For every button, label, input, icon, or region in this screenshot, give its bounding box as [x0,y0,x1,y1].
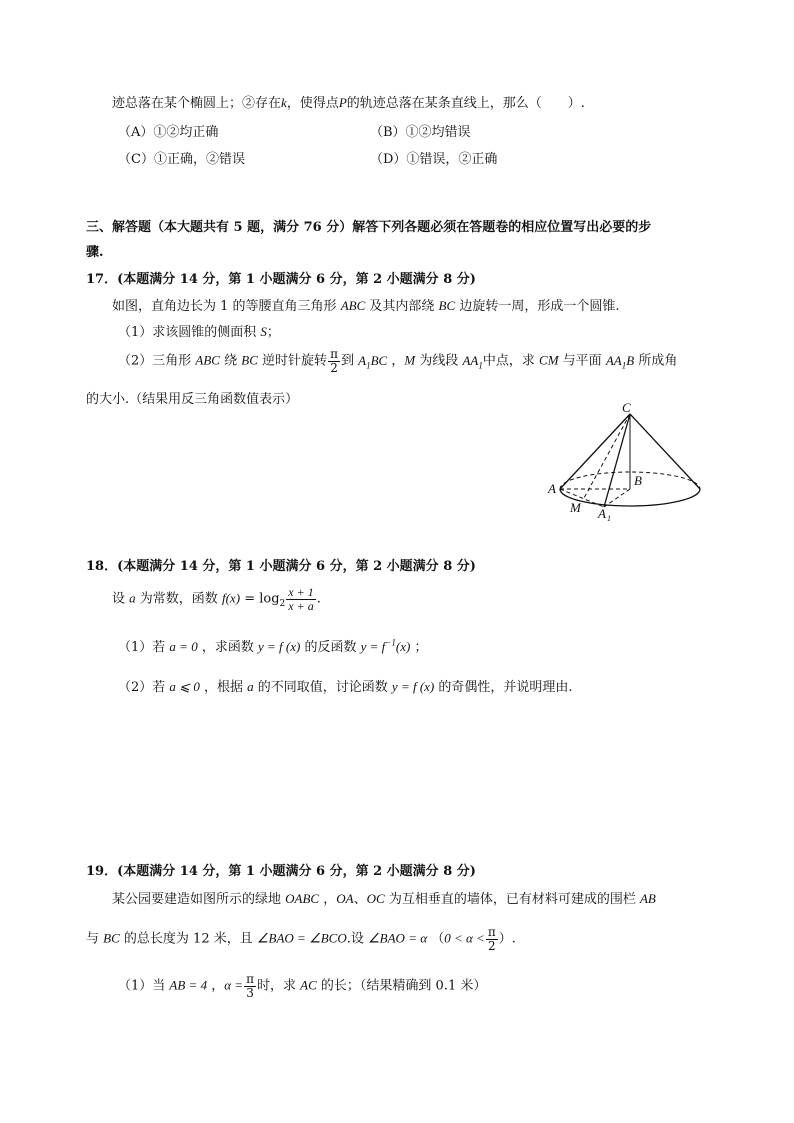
label-b: B [634,473,642,488]
q17-part2: （2）三角形 ABC 绕 BC 逆时针旋转 $\frac{\pi}{2}$ 到 $A_1BC$ ，M 为线段 $AA_1$中点，求 CM 与平面 $AA_1B$ 所成角 [118,347,678,375]
q16-stem-tail: 迹总落在某个椭圆上；②存在k，使得点P的轨迹总落在某条直线上，那么（ ）. [112,95,585,111]
q19-part1: （1）当 AB = 4 ，α = $\frac{\pi}{3}$ 时，求 AC 的长；（结果精确到 0.1 米） [118,972,487,1000]
pi-over-2-fraction: $\frac{\pi}{2}$ [330,347,338,375]
label-a1-sub: 1 [607,514,611,523]
pi-over-2-range-fraction: $\frac{\pi}{2}$ [487,925,496,953]
q19-header: 19．(本题满分 14 分，第 1 小题满分 6 分，第 2 小题满分 8 分) [86,864,476,879]
log-argument-fraction: $\frac{x + 1}{x + a}$ [288,585,314,613]
q18-part1: （1）若 a = 0 ，求函数 y = f (x) 的反函数 $y = f^{-1}(x)$ ； [118,637,428,655]
q17-intro: 如图，直角边长为 1 的等腰直角三角形 ABC 及其内部绕 BC 边旋转一周，形成一个圆锥. [112,298,620,314]
q19-line2: 与 BC 的总长度为 12 米，且 ∠BAO = ∠BCO.设 ∠BAO = α （0 < α < $\frac{\pi}{2}$ ）. [86,925,516,953]
section3-heading-line2: 骤. [86,245,104,260]
q16-option-a[interactable]: （A）①②均正确 [118,125,219,140]
section3-heading-line1: 三、解答题（本大题共有 5 题，满分 76 分）解答下列各题必须在答题卷的相应位置写出必要的步 [86,220,652,235]
q18-header: 18．(本题满分 14 分，第 1 小题满分 6 分，第 2 小题满分 8 分) [86,559,476,574]
label-a: A [548,481,556,496]
q16-option-d[interactable]: （D）①错误，②正确 [370,152,498,167]
q18-part2: （2）若 a ⩽ 0 ，根据 a 的不同取值，讨论函数 y = f (x) 的奇偶性，并说明理由. [118,679,573,695]
label-c: C [622,400,631,415]
label-m: M [570,500,581,515]
q17-part1: （1）求该圆锥的侧面积 S； [118,324,280,340]
q17-header: 17．(本题满分 14 分，第 1 小题满分 6 分，第 2 小题满分 8 分) [86,272,476,287]
q16-option-b[interactable]: （B）①②均错误 [370,125,471,140]
pi-over-3-fraction: $\frac{\pi}{3}$ [246,972,254,1000]
q16-option-c[interactable]: （C）①正确，②错误 [118,152,245,167]
q19-line1: 某公园要建造如图所示的绿地 OABC ，OA、OC 为互相垂直的墙体，已有材料可建成的围栏 AB [112,891,656,907]
q17-part2-continued: 的大小.（结果用反三角函数值表示） [86,392,299,407]
cone-figure [544,400,714,524]
label-a1: A [598,506,606,521]
q18-definition: 设 a 为常数，函数 $f(x) = \log_2$ $\frac{x + 1}{x + a}$ . [112,585,321,613]
